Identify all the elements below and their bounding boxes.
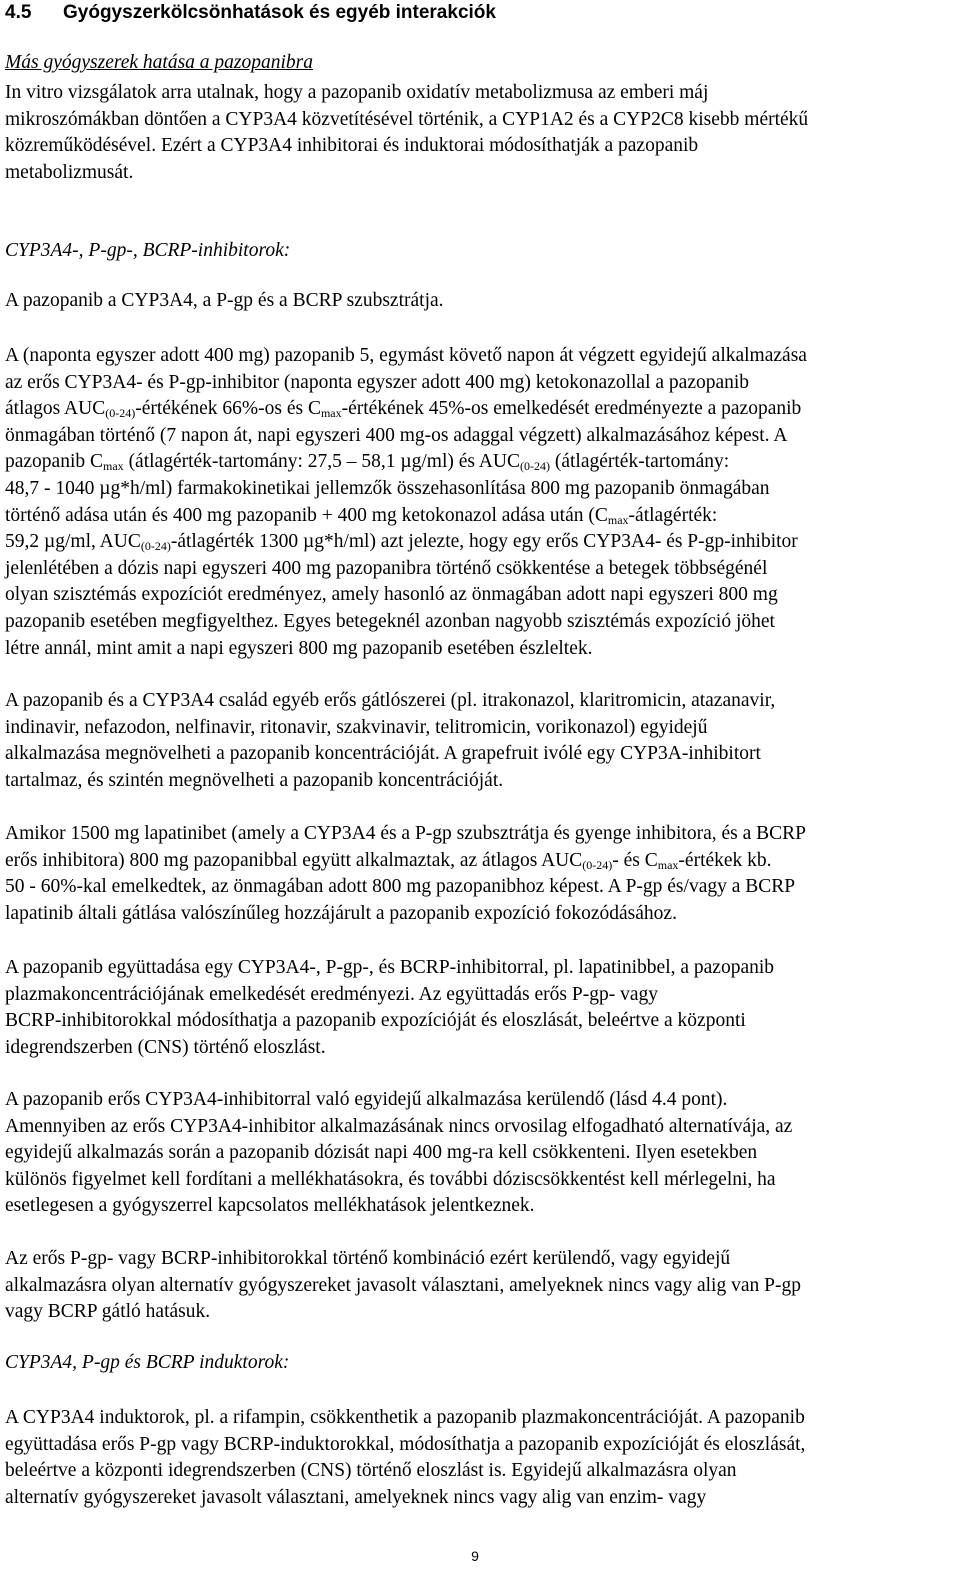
section-heading xyxy=(5,2,496,24)
text-line: BCRP-inhibitorokkal módosíthatja a pazopanib expozícióját és eloszlását, beleértve a központi xyxy=(5,1010,746,1032)
text-segment: történő adása után és 400 mg pazopanib + 400 mg ketokonazol adása után (C xyxy=(5,504,608,526)
paragraph-inducers xyxy=(5,1405,955,1511)
text-line: alternatív gyógyszereket javasolt választani, amelyeknek nincs vagy alig van enzim- vagy xyxy=(5,1486,707,1508)
subscript: (0-24) xyxy=(519,459,550,474)
text-line: pazopanib esetében megfigyelthez. Egyes betegeknél azonban nagyobb szisztémás expozíció jöhet xyxy=(5,610,775,632)
text-line: alkalmazásra olyan alternatív gyógyszereket javasolt választani, amelyeknek nincs vagy alig van P-gp xyxy=(5,1274,801,1296)
text-line: 48,7 - 1040 µg*h/ml) farmakokinetikai jellemzők összehasonlítása 800 mg pazopanib önmagában xyxy=(5,477,770,499)
text-line xyxy=(5,396,955,423)
text-line xyxy=(5,449,955,476)
paragraph-in-vitro xyxy=(5,80,955,186)
text-line xyxy=(5,529,955,556)
text-line: metabolizmusát. xyxy=(5,161,134,183)
subheading-inhibitors: CYP3A4-, P-gp-, BCRP-inhibitorok: xyxy=(5,240,291,261)
subscript: (0-24) xyxy=(105,406,136,421)
text-line: tartalmaz, és szintén megnövelheti a pazopanib koncentrációját. xyxy=(5,769,504,791)
section-title: Gyógyszerkölcsönhatások és egyéb interakciók xyxy=(63,2,496,23)
text-line: beleértve a központi idegrendszerben (CNS) történő eloszlást is. Egyidejű alkalmazásra olyan xyxy=(5,1460,737,1482)
text-line: indinavir, nefazodon, nelfinavir, ritonavir, szakvinavir, telitromicin, vorikonazol) egyidejű xyxy=(5,716,708,738)
paragraph-avoid-strong-inhibitors xyxy=(5,1087,955,1220)
text-line xyxy=(5,503,955,530)
text-line: A pazopanib erős CYP3A4-inhibitorral való egyidejű alkalmazása kerülendő (lásd 4.4 pont). xyxy=(5,1089,728,1110)
text-line: plazmakoncentrációjának emelkedését eredményezi. Az együttadás erős P-gp- vagy xyxy=(5,983,658,1005)
text-line: Az erős P-gp- vagy BCRP-inhibitorokkal történő kombináció ezért kerülendő, vagy egyidejű xyxy=(5,1248,731,1269)
subscript: max xyxy=(607,512,629,527)
text-line: egyidejű alkalmazás során a pazopanib dózisát napi 400 mg-ra kell csökkenteni. Ilyen esetekben xyxy=(5,1142,758,1164)
text-segment: pazopanib C xyxy=(5,451,104,473)
text-line: az erős CYP3A4- és P-gp-inhibitor (naponta egyszer adott 400 mg) ketokonazollal a pazopanib xyxy=(5,371,750,393)
text-segment: -átlagérték: xyxy=(628,504,718,526)
paragraph-lapatinib xyxy=(5,821,955,927)
subscript: (0-24) xyxy=(582,857,613,872)
text-line: olyan szisztémás expozíciót eredményez, amely hasonló az önmagában adott napi egyszeri 800 mg xyxy=(5,584,778,606)
text-segment: - és C xyxy=(612,849,658,871)
subscript: max xyxy=(320,406,342,421)
text-line: önmagában történő (7 napon át, napi egyszeri 400 mg-os adaggal végzett) alkalmazásához képest. A xyxy=(5,424,788,446)
text-segment: erős inhibitora) 800 mg pazopanibbal együtt alkalmaztak, az átlagos AUC xyxy=(5,849,583,871)
subheading-inducers: CYP3A4, P-gp és BCRP induktorok: xyxy=(5,1352,290,1373)
text-line: közreműködésével. Ezért a CYP3A4 inhibitorai és induktorai módosíthatják a pazopanib xyxy=(5,135,699,157)
subheading-other-drugs: Más gyógyszerek hatása a pazopanibra xyxy=(5,52,314,73)
text-line: Amennyiben az erős CYP3A4-inhibitor alkalmazásának nincs orvosilag elfogadható alternatívája, az xyxy=(5,1115,793,1137)
paragraph-substrate xyxy=(5,288,955,315)
page-number: 9 xyxy=(471,1548,479,1564)
text-segment: -értékének 66%-os és C xyxy=(135,398,321,420)
text-line: alkalmazása megnövelheti a pazopanib koncentrációját. A grapefruit ivólé egy CYP3A-inhibitort xyxy=(5,743,761,765)
text-line xyxy=(5,848,955,875)
text-line: Amikor 1500 mg lapatinibet (amely a CYP3A4 és a P-gp szubsztrátja és gyenge inhibitora, és a BCRP xyxy=(5,823,806,844)
paragraph-pgp-bcrp xyxy=(5,1246,955,1326)
subscript: max xyxy=(657,857,679,872)
text-segment: (átlagérték-tartomány: xyxy=(549,451,730,473)
paragraph-ketoconazole xyxy=(5,343,955,662)
section-number: 4.5 xyxy=(5,2,32,23)
subscript: (0-24) xyxy=(140,539,171,554)
text-line: létre annál, mint amit a napi egyszeri 800 mg pazopanib esetében észleltek. xyxy=(5,637,593,659)
text-line: A pazopanib a CYP3A4, a P-gp és a BCRP szubsztrátja. xyxy=(5,290,444,311)
text-line: vagy BCRP gátló hatásuk. xyxy=(5,1301,211,1323)
subscript: max xyxy=(103,459,124,474)
text-segment: átlagos AUC xyxy=(5,398,106,420)
text-line: idegrendszerben (CNS) történő eloszlást. xyxy=(5,1036,326,1058)
text-line: In vitro vizsgálatok arra utalnak, hogy a pazopanib oxidatív metabolizmusa az emberi máj xyxy=(5,82,709,103)
text-line: különös figyelmet kell fordítani a mellékhatásokra, és további dóziscsökkentést kell mérlegelni, ha xyxy=(5,1168,776,1190)
text-segment: (átlagérték-tartomány: 27,5 – 58,1 µg/ml) és AUC xyxy=(123,451,520,473)
text-segment: 59,2 µg/ml, AUC xyxy=(5,531,141,553)
text-segment: -átlagérték 1300 µg*h/ml) azt jelezte, hogy egy erős CYP3A4- és P-gp-inhibitor xyxy=(170,531,798,553)
text-line: együttadása erős P-gp vagy BCRP-induktorokkal, módosíthatja a pazopanib expozícióját és eloszlását, xyxy=(5,1433,806,1455)
text-segment: -értékének 45%-os emelkedését eredményezte a pazopanib xyxy=(341,398,802,420)
text-line: 50 - 60%-kal emelkedtek, az önmagában adott 800 mg pazopanibhoz képest. A P-gp és/vagy a BCRP xyxy=(5,876,796,898)
text-line: mikroszómákban döntően a CYP3A4 közvetítésével történik, a CYP1A2 és a CYP2C8 kisebb mértékű xyxy=(5,108,809,130)
paragraph-other-inhibitors xyxy=(5,688,955,794)
paragraph-coadministration xyxy=(5,955,955,1061)
text-line: A CYP3A4 induktorok, pl. a rifampin, csökkenthetik a pazopanib plazmakoncentrációját. A pazopanib xyxy=(5,1407,805,1428)
text-line: jelenlétében a dózis napi egyszeri 400 mg pazopanibra történő csökkentése a betegek többségénél xyxy=(5,557,768,579)
text-line: A pazopanib együttadása egy CYP3A4-, P-gp-, és BCRP-inhibitorral, pl. lapatinibbel, a pazopanib xyxy=(5,957,775,978)
text-segment: -értékek kb. xyxy=(678,849,772,871)
text-line: esetlegesen a gyógyszerrel kapcsolatos mellékhatások jelentkeznek. xyxy=(5,1195,535,1217)
text-line: A pazopanib és a CYP3A4 család egyéb erős gátlószerei (pl. itrakonazol, klaritromicin, atazanavir, xyxy=(5,690,776,711)
text-line: A (naponta egyszer adott 400 mg) pazopanib 5, egymást követő napon át végzett egyidejű alkalmazása xyxy=(5,345,807,366)
text-line: lapatinib általi gátlása valószínűleg hozzájárult a pazopanib expozíció fokozódásához. xyxy=(5,902,677,924)
